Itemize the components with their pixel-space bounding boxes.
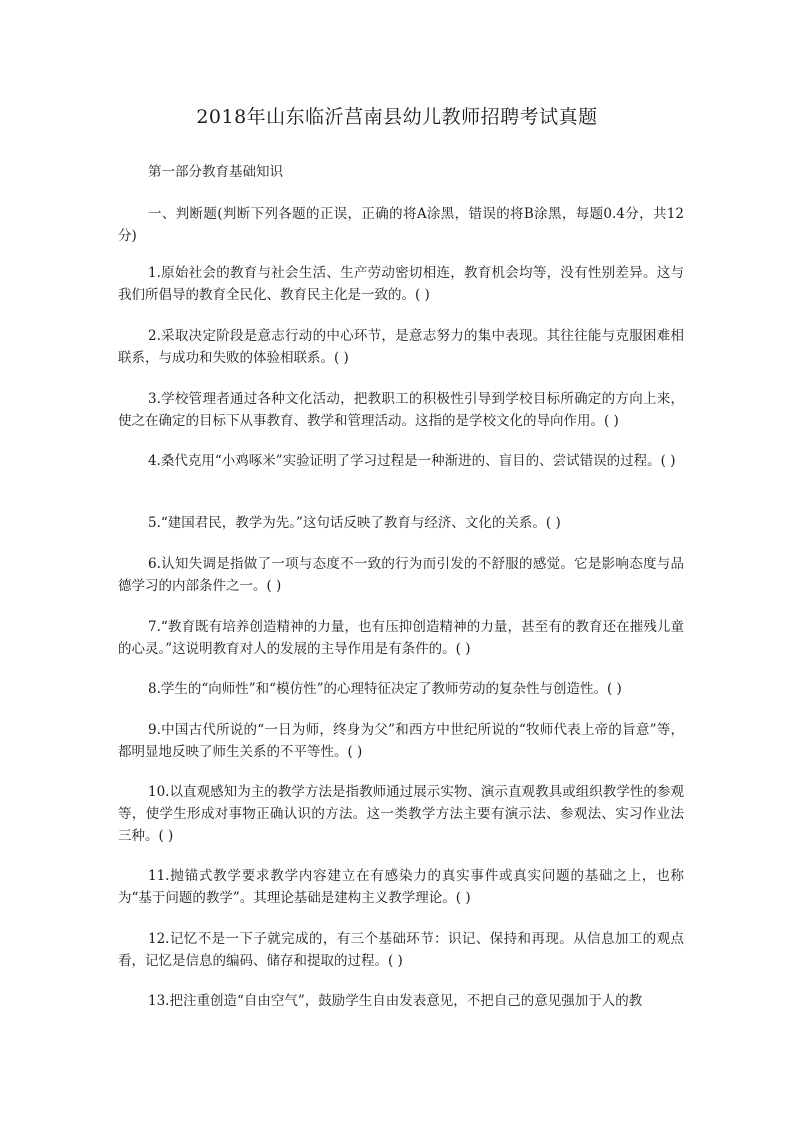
- question-13: 13.把注重创造“自由空气”，鼓励学生自由发表意见，不把自己的意见强加于人的教: [148, 993, 643, 1009]
- question-10: 10.以直观感知为主的教学方法是指教师通过展示实物、演示直观教具或组织教学性的参观等，使学生形成对事物正确认识的方法。这一类教学方法主要有演示法、参观法、实习作业法三种。( ): [118, 784, 684, 844]
- document-title: 2018年山东临沂莒南县幼儿教师招聘考试真题: [196, 106, 598, 128]
- question-8: 8.学生的“向师性”和“模仿性”的心理特征决定了教师劳动的复杂性与创造性。( ): [148, 681, 622, 697]
- section-heading: 第一部分教育基础知识: [148, 164, 283, 180]
- question-5: 5.“建国君民，教学为先。”这句话反映了教育与经济、文化的关系。( ): [148, 515, 561, 531]
- question-2: 2.采取决定阶段是意志行动的中心环节，是意志努力的集中表现。其往往能与克服困难相联系，与成功和失败的体验相联系。( ): [118, 328, 684, 366]
- question-4: 4.桑代克用“小鸡啄米”实验证明了学习过程是一种渐进的、盲目的、尝试错误的过程。( ): [148, 453, 676, 469]
- question-9: 9.中国古代所说的“一日为师，终身为父”和西方中世纪所说的“牧师代表上帝的旨意”等，都明显地反映了师生关系的不平等性。( ): [118, 722, 684, 760]
- question-3: 3.学校管理者通过各种文化活动，把教职工的积极性引导到学校目标所确定的方向上来，使之在确定的目标下从事教育、教学和管理活动。这指的是学校文化的导向作用。( ): [118, 391, 684, 429]
- question-11: 11.抛锚式教学要求教学内容建立在有感染力的真实事件或真实问题的基础之上，也称为“基于问题的教学”。其理论基础是建构主义教学理论。( ): [118, 868, 684, 906]
- question-1: 1.原始社会的教育与社会生活、生产劳动密切相连，教育机会均等，没有性别差异。这与我们所倡导的教育全民化、教育民主化是一致的。( ): [118, 265, 684, 303]
- question-12: 12.记忆不是一下子就完成的，有三个基础环节：识记、保持和再现。从信息加工的观点看，记忆是信息的编码、储存和提取的过程。( ): [118, 931, 684, 969]
- question-6: 6.认知失调是指做了一项与态度不一致的行为而引发的不舒服的感觉。它是影响态度与品德学习的内部条件之一。( ): [118, 556, 684, 594]
- question-7: 7.“教育既有培养创造精神的力量，也有压抑创造精神的力量，甚至有的教育还在摧残儿童的心灵。”这说明教育对人的发展的主导作用是有条件的。( ): [118, 619, 684, 657]
- instructions-paragraph: 一、判断题(判断下列各题的正误，正确的将A涂黑，错误的将B涂黑，每题0.4分，共12分): [118, 206, 684, 244]
